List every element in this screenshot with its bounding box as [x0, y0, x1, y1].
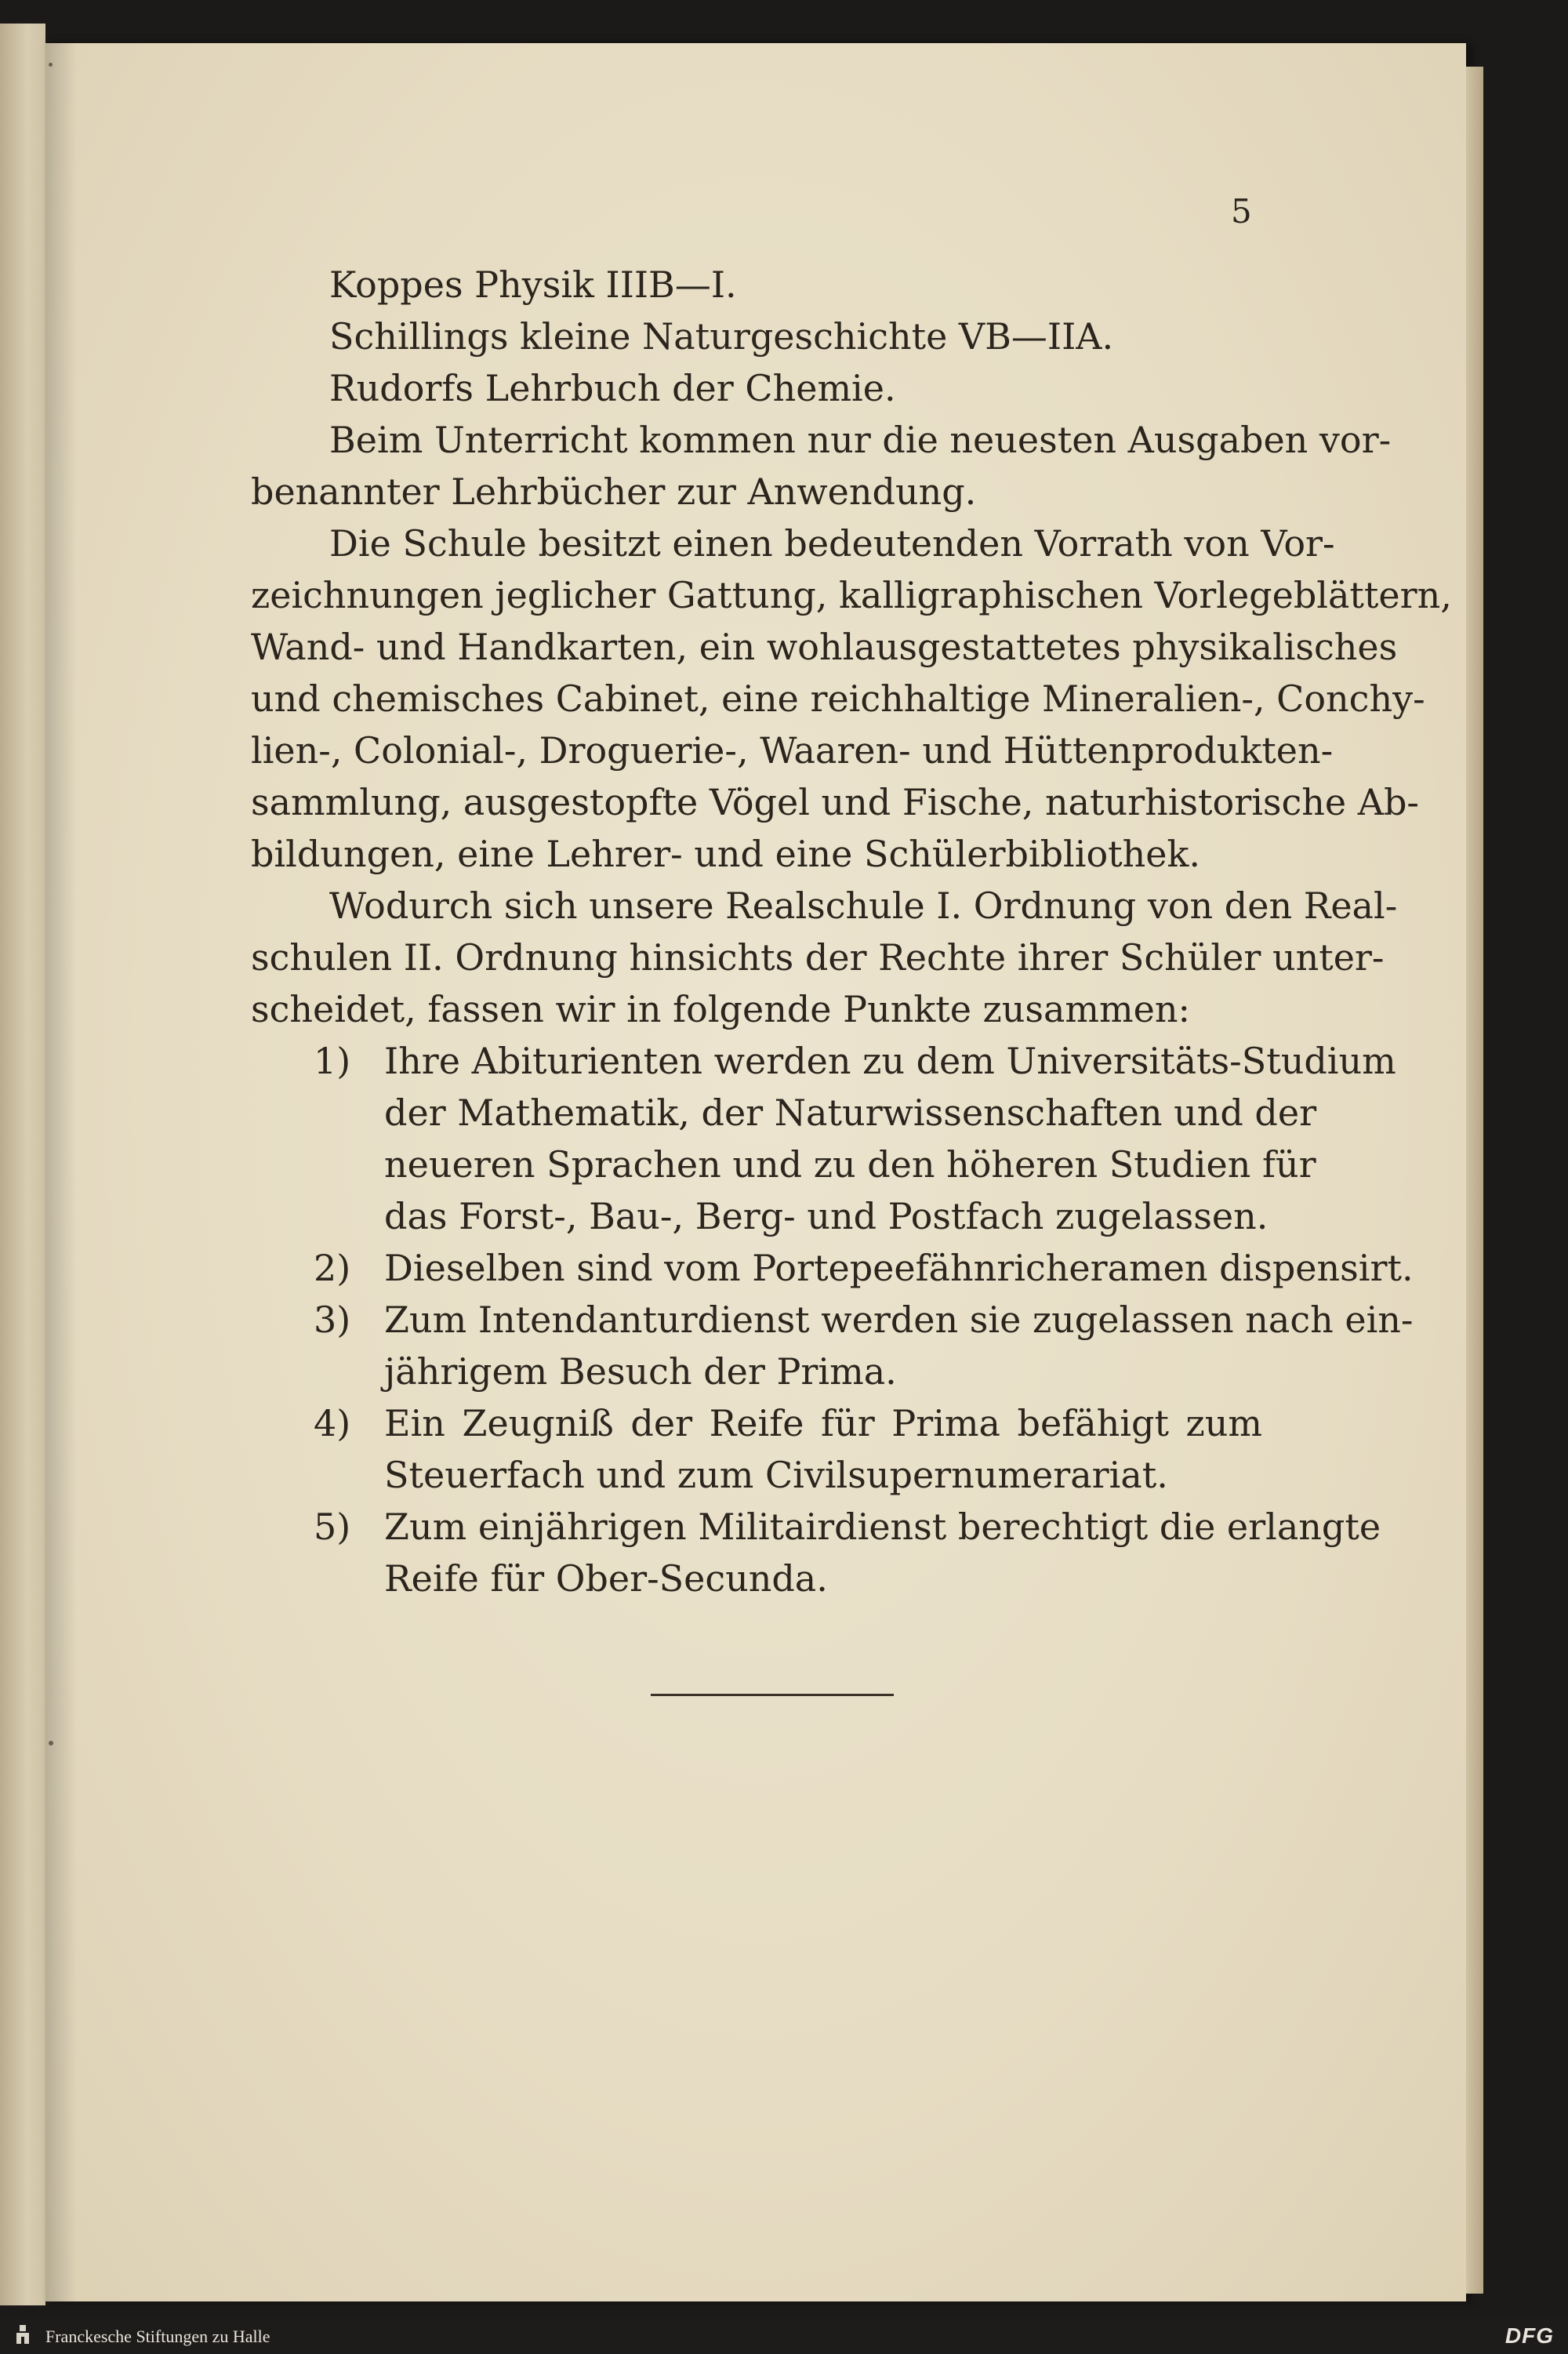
ink-speck: [49, 1741, 53, 1746]
page-fold-shadow: [45, 43, 77, 2301]
list-item-text: neueren Sprachen und zu den höheren Studien für: [384, 1143, 1316, 1186]
list-item-line: [251, 1553, 1262, 1604]
text-line: Die Schule besitzt einen bedeutenden Vorrath von Vor-: [329, 522, 1335, 565]
previous-page-edge: [0, 24, 45, 2305]
list-item-text: Reife für Ober-Secunda.: [384, 1557, 828, 1600]
text-line: Wodurch sich unsere Realschule I. Ordnung von den Real-: [329, 885, 1398, 927]
text-line: Wand- und Handkarten, ein wohlausgestattetes physikalisches: [251, 626, 1398, 668]
list-item-text: Dieselben sind vom Portepeefähnricheramen dispensirt.: [384, 1247, 1414, 1289]
closing-rule: [651, 1694, 894, 1696]
text-line: zeichnungen jeglicher Gattung, kalligraphischen Vorlegeblättern,: [251, 574, 1452, 616]
list-item-number: 2): [314, 1247, 351, 1289]
footer-institution: Franckesche Stiftungen zu Halle: [45, 2327, 270, 2346]
list-item-text: Ein Zeugniß der Reife für Prima befähigt zum: [384, 1402, 1262, 1444]
page-number: 5: [1231, 192, 1252, 231]
list-item-text: Zum Intendanturdienst werden sie zugelassen nach ein-: [384, 1299, 1414, 1341]
list-item-text: der Mathematik, der Naturwissenschaften und der: [384, 1092, 1317, 1134]
list-item-line: [251, 1397, 1262, 1449]
list-item-number: 1): [314, 1040, 351, 1082]
list-item-line: [251, 1139, 1316, 1190]
text-line: und chemisches Cabinet, eine reichhaltige Mineralien-, Conchy-: [251, 678, 1425, 720]
text-line: benannter Lehrbücher zur Anwendung.: [251, 470, 977, 513]
list-item-line: [251, 1346, 1262, 1397]
dfg-logo: DFG: [1504, 2323, 1554, 2348]
list-item-line: [251, 1294, 1414, 1346]
list-item-text: das Forst-, Bau-, Berg- und Postfach zugelassen.: [384, 1195, 1269, 1237]
list-item-number: 4): [314, 1402, 351, 1444]
list-item-line: [251, 1087, 1317, 1139]
list-item-line: [251, 1035, 1396, 1087]
list-item-text: Ihre Abiturienten werden zu dem Universitäts-Studium: [384, 1040, 1396, 1082]
text-line: bildungen, eine Lehrer- und eine Schülerbibliothek.: [251, 833, 1201, 875]
text-line: schulen II. Ordnung hinsichts der Rechte ihrer Schüler unter-: [251, 936, 1385, 979]
page-stack-edge: [1466, 67, 1483, 2294]
text-line: Rudorfs Lehrbuch der Chemie.: [329, 367, 896, 409]
list-item-text: Steuerfach und zum Civilsupernumerariat.: [384, 1454, 1168, 1496]
text-line: lien-, Colonial-, Droguerie-, Waaren- und Hüttenprodukten-: [251, 729, 1334, 772]
list-item-number: 3): [314, 1299, 351, 1341]
list-item-line: [251, 1190, 1269, 1242]
list-item-number: 5): [314, 1506, 351, 1548]
ink-speck: [49, 63, 53, 67]
list-item-line: [251, 1449, 1262, 1501]
text-line: Schillings kleine Naturgeschichte VB—IIA.: [329, 315, 1114, 358]
text-line: sammlung, ausgestopfte Vögel und Fische, naturhistorische Ab-: [251, 781, 1419, 823]
text-line: Koppes Physik IIIB—I.: [329, 263, 737, 306]
list-item-line: [251, 1242, 1414, 1294]
list-item-text: jährigem Besuch der Prima.: [384, 1350, 897, 1393]
institution-logo-icon: [14, 2323, 31, 2347]
list-item-line: [251, 1501, 1381, 1553]
text-line: Beim Unterricht kommen nur die neuesten Ausgaben vor-: [329, 419, 1392, 461]
page-body: [251, 259, 1452, 1604]
text-line: scheidet, fassen wir in folgende Punkte zusammen:: [251, 988, 1191, 1030]
list-item-text: Zum einjährigen Militairdienst berechtigt die erlangte: [384, 1506, 1381, 1548]
footer-bar: [0, 2317, 1568, 2354]
